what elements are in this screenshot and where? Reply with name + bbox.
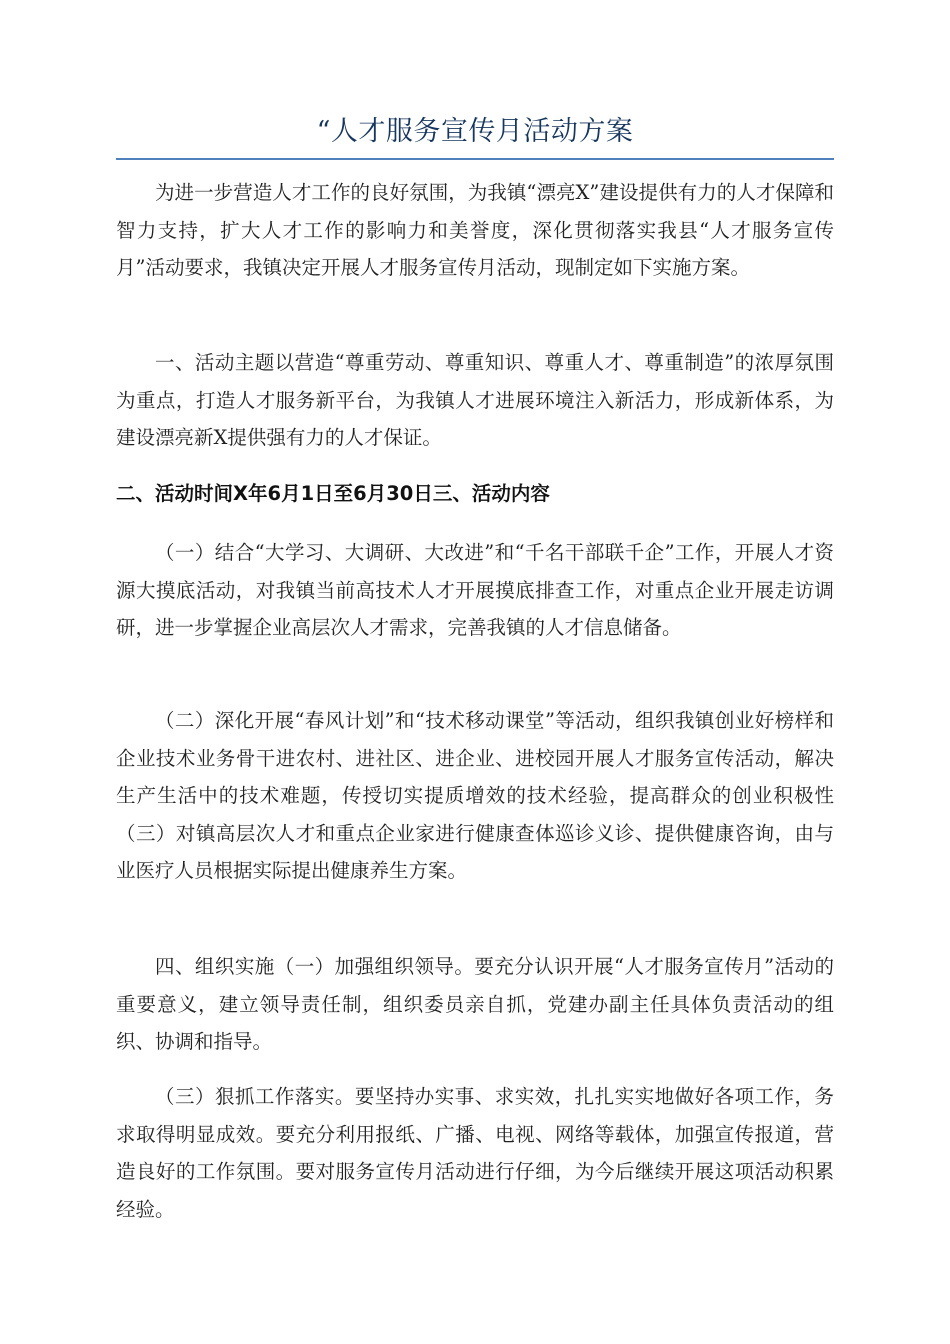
document-title: “人才服务宣传月活动方案 [316,116,634,147]
implementation-paragraph: （三）狠抓工作落实。要坚持办实事、求实效，扎扎实实地做好各项工作，务求取得明显成效。要充分利用报纸、广播、电视、网络等载体，加强宣传报道，营造良好的工作氛围。要对服务宣传月活动进行仔细，为今后继续开展这项活动积累经验。 [116,1085,834,1221]
organization-paragraph: 四、组织实施（一）加强组织领导。要充分认识开展“人才服务宣传月”活动的重要意义，建立领导责任制，组织委员亲自抓，党建办副主任具体负责活动的组织、协调和指导。 [116,955,834,1053]
content-item-1-paragraph: （一）结合“大学习、大调研、大改进”和“千名干部联千企”工作，开展人才资源大摸底活动，对我镇当前高技术人才开展摸底排查工作，对重点企业开展走访调研，进一步掌握企业高层次人才需求，完善我镇的人才信息储备。 [116,541,834,639]
section-theme-paragraph: 一、活动主题以营造“尊重劳动、尊重知识、尊重人才、尊重制造”的浓厚氛围为重点，打造人才服务新平台，为我镇人才进展环境注入新活力，形成新体系，为建设漂亮新X提供强有力的人才保证。 [116,351,834,449]
content-item-2-paragraph: （二）深化开展“春风计划”和“技术移动课堂”等活动，组织我镇创业好榜样和企业技术业务骨干进农村、进社区、进企业、进校园开展人才服务宣传活动，解决生产生活中的技术难题，传授切实提质增效的技术经验，提高群众的创业积极性（三）对镇高层次人才和重点企业家进行健康查体巡诊义诊、提供健康咨询，由与业医疗人员根据实际提出健康养生方案。 [116,709,834,882]
intro-paragraph: 为进一步营造人才工作的良好氛围，为我镇“漂亮X”建设提供有力的人才保障和智力支持，扩大人才工作的影响力和美誉度，深化贯彻落实我县“人才服务宣传月”活动要求，我镇决定开展人才服务宣传月活动，现制定如下实施方案。 [116,181,834,279]
section-time-heading: 二、活动时间X年6月1日至6月30日三、活动内容 [116,482,550,505]
title-block [116,112,834,160]
